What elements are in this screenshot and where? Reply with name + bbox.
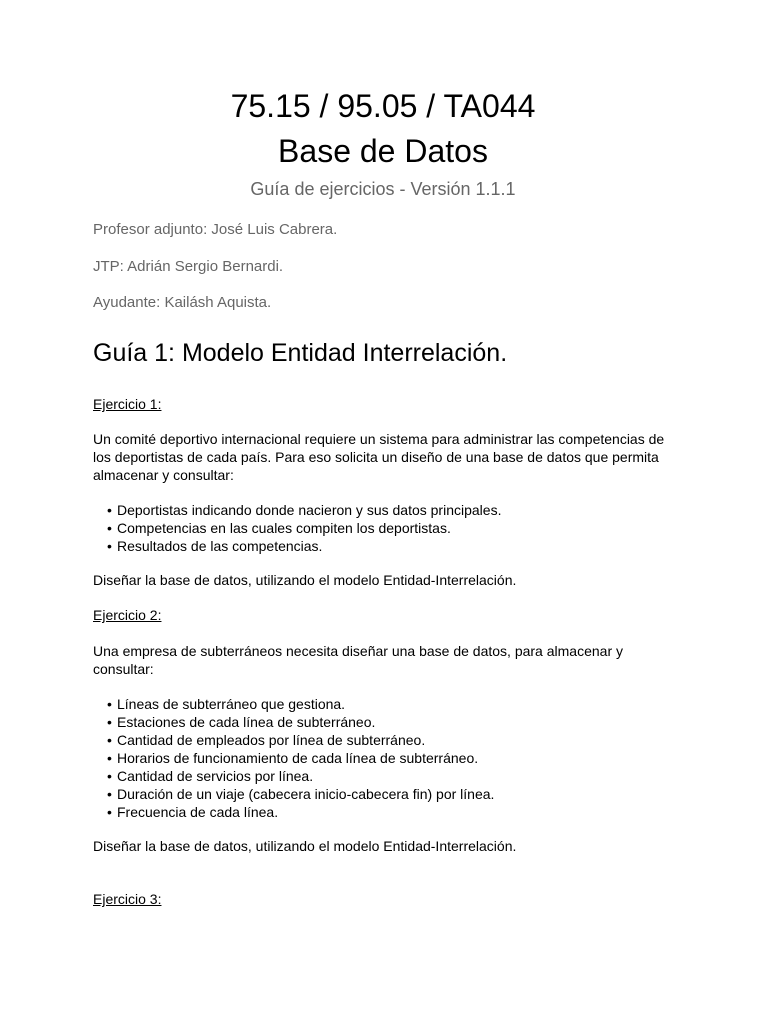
bullet-icon: • xyxy=(107,732,112,748)
list-item: • Cantidad de servicios por línea. xyxy=(107,768,314,784)
list-item: • Líneas de subterráneo que gestiona. xyxy=(107,696,346,712)
exercise-1-list xyxy=(107,501,501,555)
bullet-icon: • xyxy=(107,714,112,730)
exercise-2-list xyxy=(107,695,494,821)
guide-heading: Guía 1: Modelo Entidad Interrelación. xyxy=(93,339,508,367)
course-name-title: Base de Datos xyxy=(278,133,488,169)
exercise-1-closing: Diseñar la base de datos, utilizando el modelo Entidad-Interrelación. xyxy=(93,572,517,588)
exercise-1-heading: Ejercicio 1: xyxy=(93,396,162,412)
bullet-icon: • xyxy=(107,768,112,784)
list-item: • Duración de un viaje (cabecera inicio-cabecera fin) por línea. xyxy=(107,786,495,802)
list-item: • Resultados de las competencias. xyxy=(107,538,323,554)
bullet-icon: • xyxy=(107,804,112,820)
staff-jtp: JTP: Adrián Sergio Bernardi. xyxy=(93,258,284,275)
staff-assistant: Ayudante: Kailásh Aquista. xyxy=(93,294,272,311)
exercise-3-heading: Ejercicio 3: xyxy=(93,891,162,907)
guide-version-subtitle: Guía de ejercicios - Versión 1.1.1 xyxy=(250,179,516,199)
list-item: • Deportistas indicando donde nacieron y sus datos principales. xyxy=(107,502,502,518)
exercise-2-intro: Una empresa de subterráneos necesita diseñar una base de datos, para almacenar y consultar: xyxy=(93,643,623,677)
list-item: • Competencias en las cuales compiten los deportistas. xyxy=(107,520,451,536)
bullet-icon: • xyxy=(107,520,112,536)
list-item: • Cantidad de empleados por línea de subterráneo. xyxy=(107,732,426,748)
bullet-icon: • xyxy=(107,696,112,712)
bullet-icon: • xyxy=(107,786,112,802)
bullet-icon: • xyxy=(107,538,112,554)
bullet-icon: • xyxy=(107,502,112,518)
staff-professor: Profesor adjunto: José Luis Cabrera. xyxy=(93,221,338,238)
exercise-1-intro: Un comité deportivo internacional requiere un sistema para administrar las competencias de los deportistas de cada país. Para eso solicita un diseño de una base de datos que permita almacenar y consultar: xyxy=(93,431,665,483)
course-code-title: 75.15 / 95.05 / TA044 xyxy=(230,88,536,124)
exercise-2-closing: Diseñar la base de datos, utilizando el modelo Entidad-Interrelación. xyxy=(93,838,517,854)
list-item: • Horarios de funcionamiento de cada línea de subterráneo. xyxy=(107,750,479,766)
list-item: • Frecuencia de cada línea. xyxy=(107,804,279,820)
exercise-2-heading: Ejercicio 2: xyxy=(93,607,162,623)
list-item: • Estaciones de cada línea de subterráneo. xyxy=(107,714,376,730)
bullet-icon: • xyxy=(107,750,112,766)
